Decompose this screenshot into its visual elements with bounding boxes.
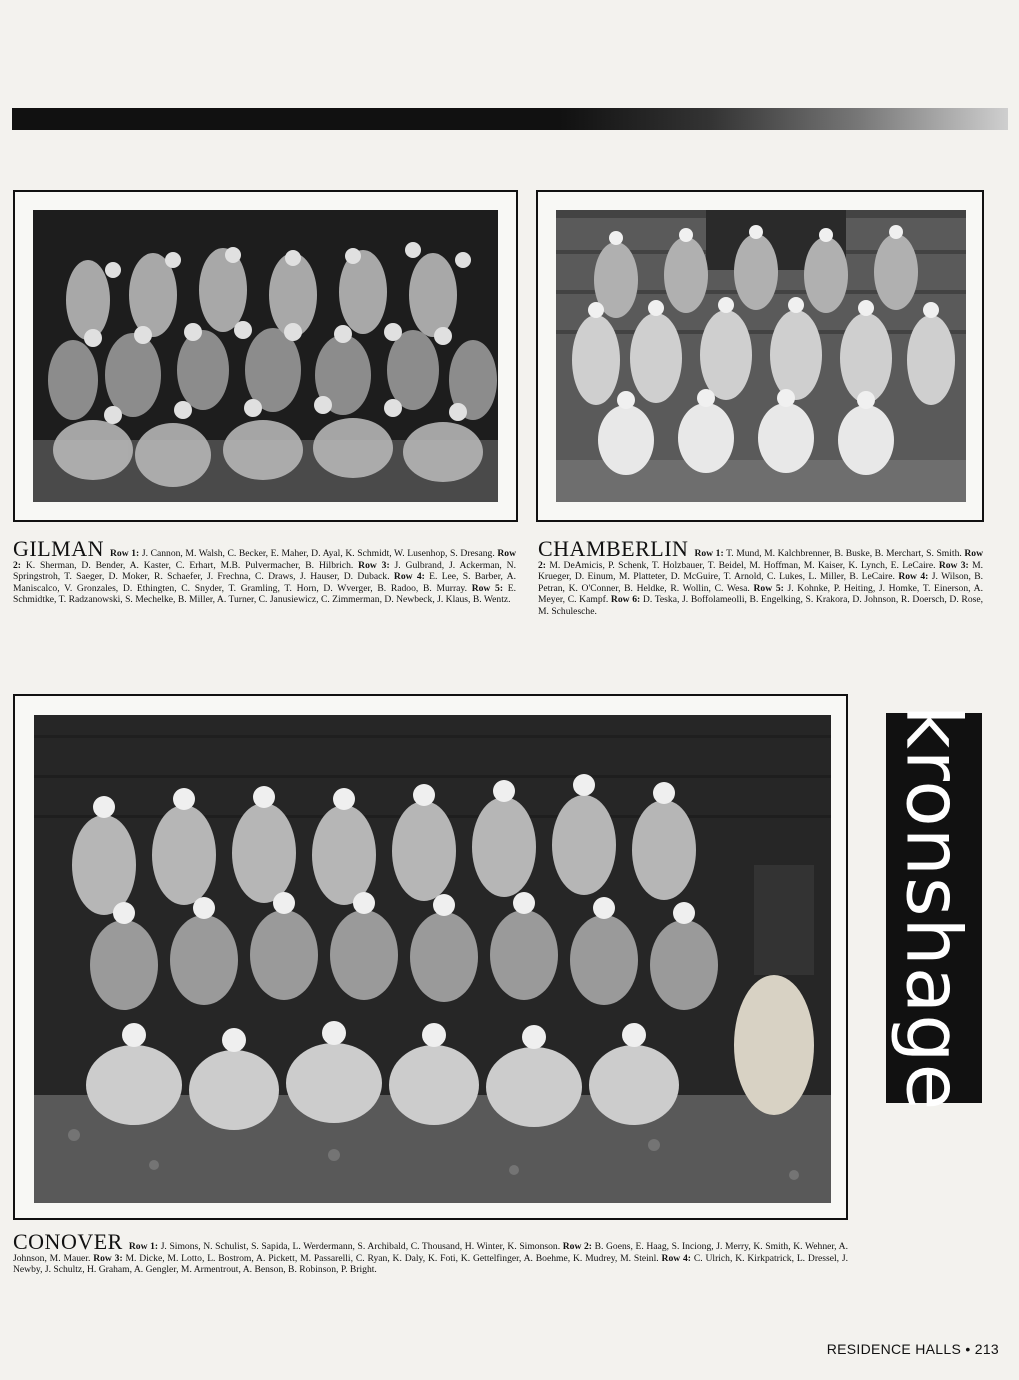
chamberlin-hall-name: CHAMBERLIN xyxy=(538,536,689,561)
kronshage-label: kronshage xyxy=(889,704,979,1112)
conover-caption: CONOVER Row 1: J. Simons, N. Schulist, S. Sapida, L. Werdermann, S. Archibald, C. Thousand, H. Winter, K. Simonson. Row 2: B. Goens, E. Haag, S. Inciong, J. Merry, K. Smith, K. Wehner, A. Johnson, M. Mauer. Row 3: M. Dicke, M. Lotto, L. Bostrom, A. Pickett, M. Passarelli, C. Ryan, K. Daly, K. Foti, K. Gettelfinger, A. Boehme, K. Mudrey, M. Steinl. Row 4: C. Ulrich, K. Kirkpatrick, L. Dressel, J. Newby, J. Schultz, H. Graham, A. Gengler, M. Armentrout, A. Benson, B. Robinson, P. Bright. xyxy=(13,1229,849,1276)
gilman-photo-frame xyxy=(13,190,518,522)
conover-hall-name: CONOVER xyxy=(13,1229,123,1254)
gilman-hall-name: GILMAN xyxy=(13,536,104,561)
page-footer xyxy=(827,1341,999,1357)
gilman-caption: GILMAN Row 1: J. Cannon, M. Walsh, C. Becker, E. Maher, D. Ayal, K. Schmidt, W. Lusenhop, S. Dresang. Row 2: K. Sherman, D. Bender, A. Kaster, C. Erhart, M.B. Pulvermacher, B. Hilbrich. Row 3: J. Gulbrand, J. Ackerman, N. Springstroh, T. Saeger, D. Moker, R. Schaefer, J. Frechna, C. Draws, J. Hauser, D. Duback. Row 4: E. Lee, S. Barber, A. Maniscalco, V. Gronzales, D. Ethingten, C. Snyder, T. Gramling, T. Horn, D. Wverger, B. Radoo, B. Murray. Row 5: E. Schmidtke, T. Radzanowski, S. Mechelke, B. Miller, A. Turner, C. Janusiewicz, C. Zimmerman, D. Newbeck, J. Klaus, B. Wentz. xyxy=(13,536,517,606)
chamberlin-caption: CHAMBERLIN Row 1: T. Mund, M. Kalchbrenner, B. Buske, B. Merchart, S. Smith. Row 2: M. DeAmicis, P. Schenk, T. Holzbauer, T. Beidel, M. Hoffman, M. Kaiser, K. Lynch, E. LeCaire. Row 3: M. Krueger, D. Einum, M. Platteter, D. McGuire, T. Arnold, C. Lukes, L. Miller, B. LeCaire. Row 4: J. Wilson, B. Petran, K. O'Conner, B. Heldke, R. Wollin, C. Wesa. Row 5: J. Kohnke, P. Heiting, J. Homke, T. Einerson, A. Meyer, C. Kampf. Row 6: D. Teska, J. Boffolameolli, B. Engelking, S. Krakora, D. Johnson, R. Doersch, D. Rose, M. Schulesche. xyxy=(538,536,984,617)
footer-section-name: RESIDENCE HALLS xyxy=(826,1341,962,1357)
header-rule-bar xyxy=(12,108,1008,130)
footer-page-number: 213 xyxy=(974,1341,999,1357)
conover-group-photo xyxy=(34,715,831,1203)
footer-separator: • xyxy=(965,1341,971,1357)
chamberlin-group-photo xyxy=(556,210,966,502)
conover-photo-frame xyxy=(13,694,848,1220)
kronshage-side-tab xyxy=(886,704,982,1112)
gilman-group-photo xyxy=(33,210,498,502)
chamberlin-photo-frame xyxy=(536,190,984,522)
